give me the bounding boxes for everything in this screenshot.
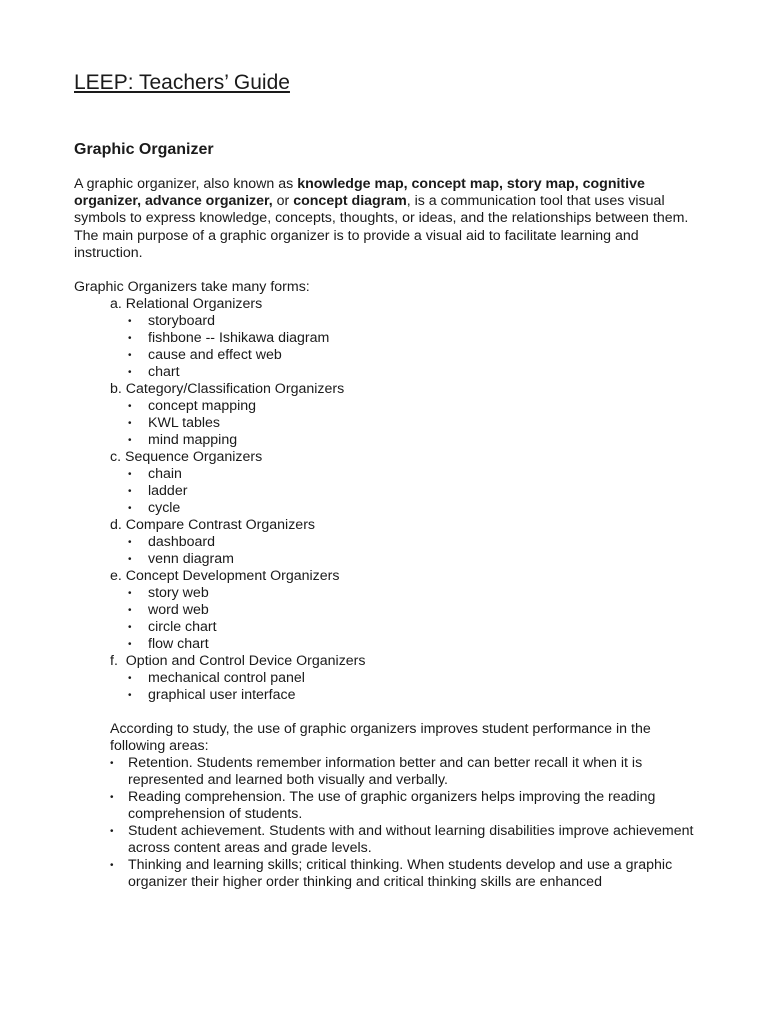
group-label: b. Category/Classification Organizers <box>110 381 345 398</box>
list-item: • chart <box>128 364 704 381</box>
group-label: f. Option and Control Device Organizers <box>110 653 366 670</box>
intro-text-2: or <box>272 193 294 210</box>
outcome-item: • Thinking and learning skills; critical thinking. When students develop and use a graphic organizer their higher order thinking and critical thinking skills are enhanced <box>110 857 704 891</box>
list-item: • dashboard <box>128 534 704 551</box>
list-item: • concept mapping <box>128 398 704 415</box>
list-item: • fishbone -- Ishikawa diagram <box>128 330 704 347</box>
list-item: • graphical user interface <box>128 687 704 704</box>
organizer-group <box>110 381 704 449</box>
list-item: • story web <box>128 585 704 602</box>
intro-text-3: , is a communication tool that uses visual symbols to express knowledge, concepts, thoughts, or ideas, and the relationships between them. The main purpose of a graphic organizer is to provide a visual aid to facilitate learning and instruction. <box>74 193 689 261</box>
organizer-forms-list <box>74 296 704 704</box>
group-label: d. Compare Contrast Organizers <box>110 517 316 534</box>
list-item: • flow chart <box>128 636 704 653</box>
group-label: a. Relational Organizers <box>110 296 263 313</box>
group-label: c. Sequence Organizers <box>110 449 263 466</box>
group-items <box>110 670 704 704</box>
list-item: • circle chart <box>128 619 704 636</box>
list-item: • ladder <box>128 483 704 500</box>
outcomes-list <box>74 755 704 891</box>
list-item: • cycle <box>128 500 704 517</box>
list-item: • KWL tables <box>128 415 704 432</box>
intro-text-1: A graphic organizer, also known as <box>74 176 298 192</box>
list-item: • mind mapping <box>128 432 704 449</box>
outcome-item: • Retention. Students remember information better and can better recall it when it is represented and learned both visually and verbally. <box>110 755 704 789</box>
organizer-group <box>110 568 704 653</box>
list-item: • chain <box>128 466 704 483</box>
group-items <box>110 466 704 517</box>
organizer-group <box>110 296 704 381</box>
study-intro: According to study, the use of graphic organizers improves student performance in the following areas: <box>110 721 651 755</box>
group-items <box>110 585 704 653</box>
list-item: • storyboard <box>128 313 704 330</box>
group-items <box>110 398 704 449</box>
outcome-item: • Reading comprehension. The use of graphic organizers helps improving the reading comprehension of students. <box>110 789 704 823</box>
list-item: • word web <box>128 602 704 619</box>
group-label: e. Concept Development Organizers <box>110 568 340 585</box>
intro-bold-terms: knowledge map, concept map, story map, cognitive organizer, advance organizer, <box>74 176 645 210</box>
list-item: • mechanical control panel <box>128 670 704 687</box>
section-heading: Graphic Organizer <box>74 141 214 158</box>
organizer-group <box>110 449 704 517</box>
document-title: LEEP: Teachers’ Guide <box>74 71 290 94</box>
group-items <box>110 534 704 568</box>
organizer-group <box>110 653 704 704</box>
forms-intro: Graphic Organizers take many forms: <box>74 279 310 296</box>
document-page <box>74 70 704 891</box>
organizer-group <box>110 517 704 568</box>
list-item: • cause and effect web <box>128 347 704 364</box>
outcome-item: • Student achievement. Students with and without learning disabilities improve achievement across content areas and grade levels. <box>110 823 704 857</box>
intro-bold-term-concept-diagram: concept diagram <box>293 193 407 210</box>
list-item: • venn diagram <box>128 551 704 568</box>
group-items <box>110 313 704 381</box>
intro-paragraph <box>74 176 704 262</box>
